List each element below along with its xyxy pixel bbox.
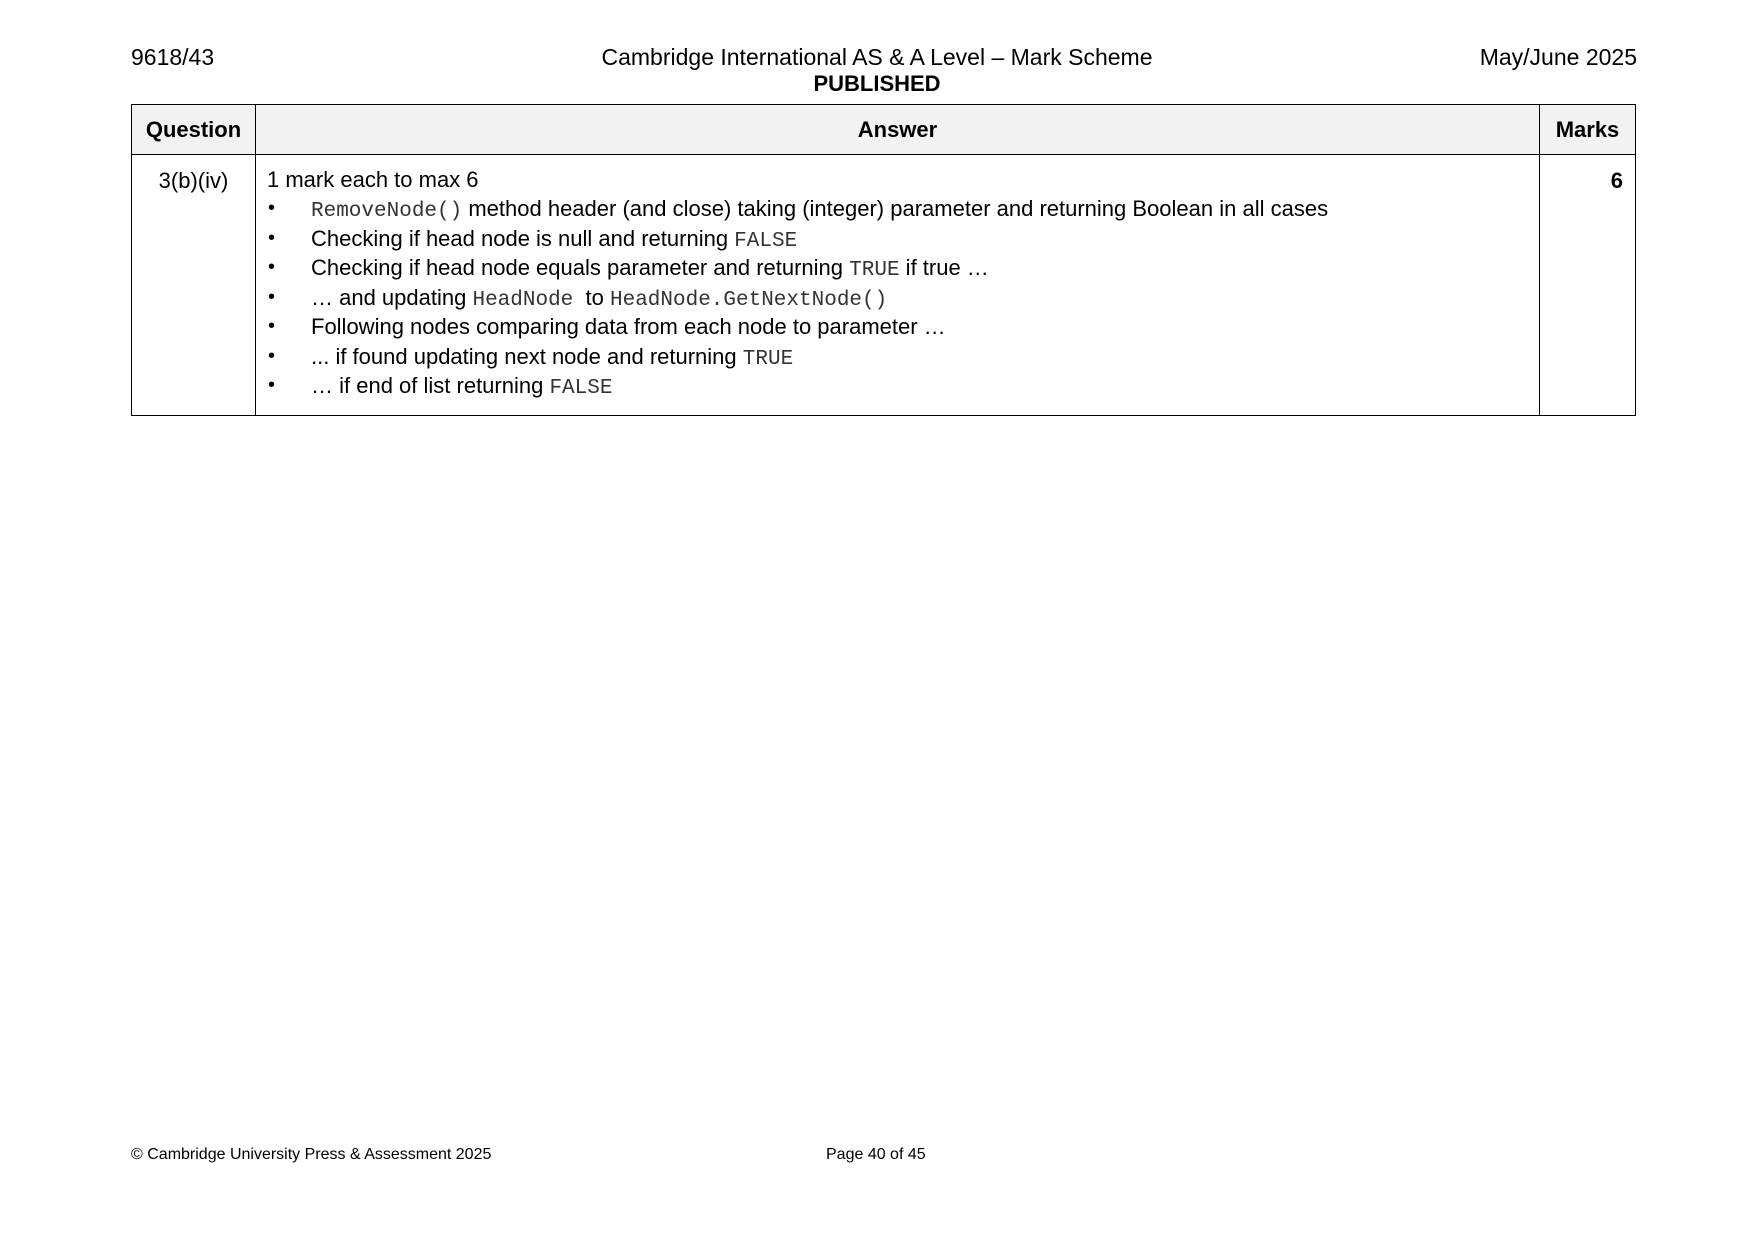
mark-point-text: if true … — [899, 255, 989, 280]
code-text: TRUE — [849, 259, 900, 282]
mark-point-text: method header (and close) taking (integer) parameter and returning Boolean in all cases — [462, 196, 1329, 221]
mark-point-text: Following nodes comparing data from each node to parameter … — [311, 314, 946, 339]
table-header-row — [132, 105, 1636, 155]
answer-column-header: Answer — [256, 105, 1540, 155]
mark-point — [267, 371, 1529, 401]
answer-cell — [256, 155, 1540, 416]
bullet-icon: • — [268, 226, 276, 249]
mark-scheme-table — [131, 104, 1636, 416]
bullet-icon: • — [268, 285, 276, 308]
exam-session: May/June 2025 — [1479, 44, 1637, 70]
bullet-icon: • — [268, 197, 276, 219]
question-column-header: Question — [132, 105, 256, 155]
mark-point-text: … if end of list returning — [311, 373, 550, 398]
paper-code: 9618/43 — [131, 44, 215, 70]
bullet-icon: • — [268, 315, 276, 337]
page-number: Page 40 of 45 — [826, 1146, 926, 1163]
mark-point-text: ... if found updating next node and returning — [311, 343, 743, 369]
copyright-notice: © Cambridge University Press & Assessment 2025 — [131, 1146, 492, 1163]
bullet-icon: • — [268, 256, 276, 278]
marks-column-header: Marks — [1540, 105, 1636, 155]
table-row — [132, 155, 1636, 416]
mark-point — [267, 312, 1529, 342]
code-text: HeadNode.GetNextNode() — [609, 288, 888, 312]
code-text: FALSE — [549, 377, 613, 400]
mark-point — [267, 194, 1529, 224]
code-text: HeadNode — [472, 288, 574, 312]
code-text: TRUE — [742, 347, 794, 371]
mark-points-list — [267, 194, 1529, 401]
bullet-icon: • — [268, 344, 276, 367]
marks-value: 6 — [1540, 155, 1636, 416]
mark-point — [267, 283, 1529, 313]
bullet-icon: • — [268, 374, 276, 396]
code-text: RemoveNode() — [311, 200, 463, 223]
answer-intro: 1 mark each to max 6 — [267, 167, 479, 192]
mark-point — [267, 224, 1529, 254]
mark-point — [267, 253, 1529, 283]
mark-point-text: to — [573, 284, 610, 310]
published-label: PUBLISHED — [813, 71, 941, 96]
mark-point — [267, 342, 1529, 372]
mark-point-text: Checking if head node is null and returning — [311, 225, 735, 251]
question-number: 3(b)(iv) — [132, 155, 256, 416]
mark-point-text: Checking if head node equals parameter and returning — [311, 255, 850, 280]
mark-point-text: … and updating — [311, 284, 473, 310]
document-title: Cambridge International AS & A Level – Mark Scheme — [601, 44, 1153, 70]
code-text: FALSE — [734, 229, 798, 253]
